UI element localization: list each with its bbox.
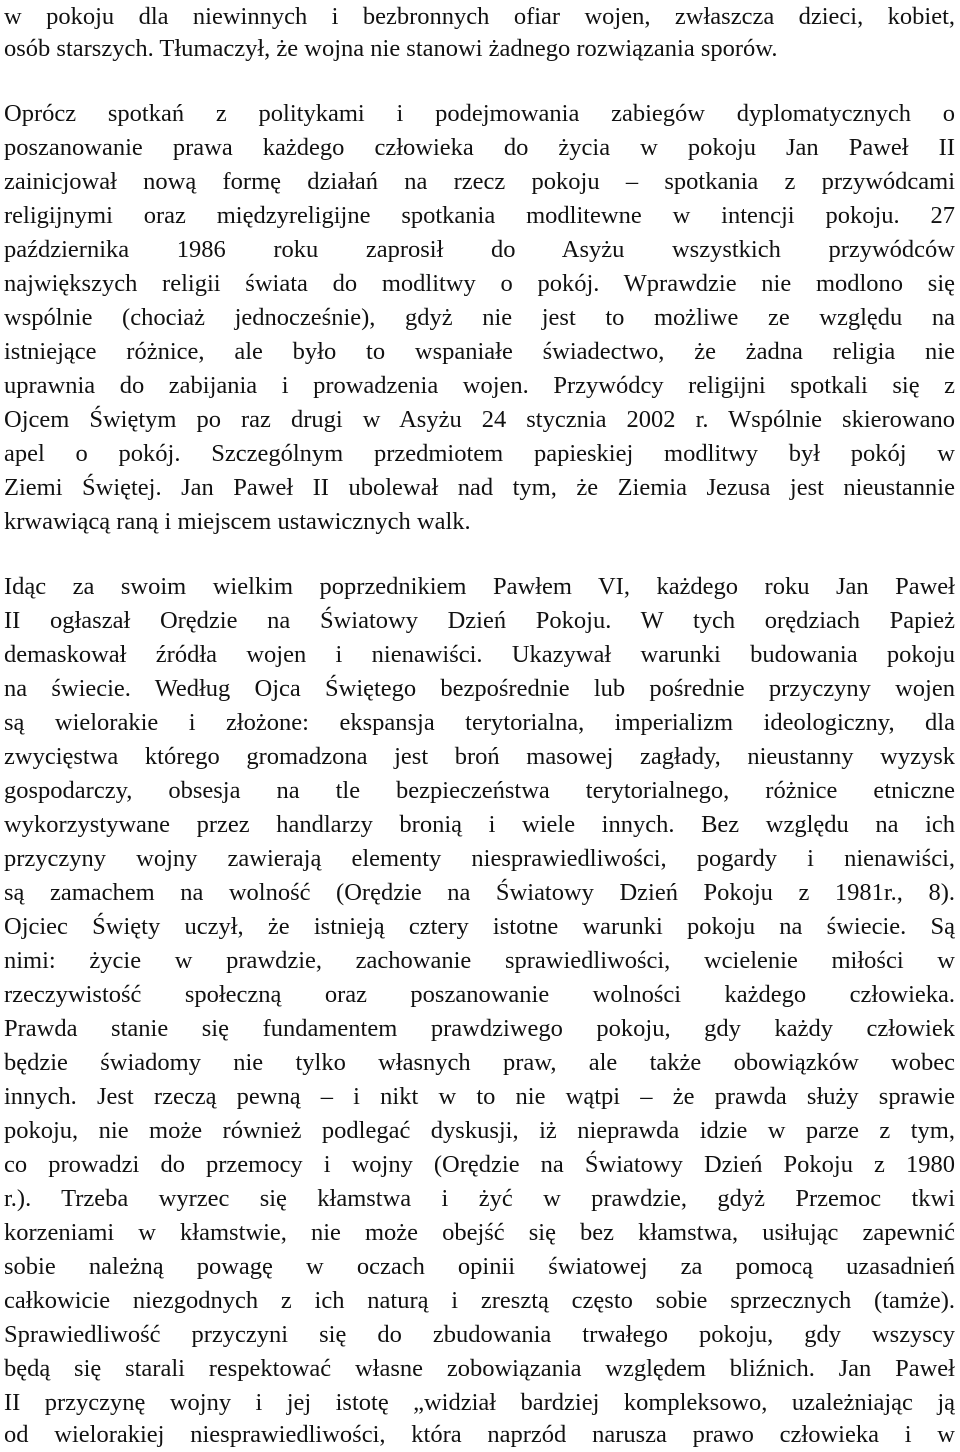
text-line: Sprawiedliwość przyczyni się do zbudowania trwałego pokoju, gdy wszyscy: [4, 1321, 955, 1348]
text-line: poszanowanie prawa każdego człowieka do życia w pokoju Jan Paweł II: [4, 134, 955, 161]
text-line: apel o pokój. Szczególnym przedmiotem papieskiej modlitwy był pokój w: [4, 440, 955, 467]
text-line: religijnymi oraz międzyreligijne spotkania modlitewne w intencji pokoju. 27: [4, 202, 955, 229]
text-line: osób starszych. Tłumaczył, że wojna nie stanowi żadnego rozwiązania sporów.: [4, 35, 778, 62]
text-line: zainicjował nową formę działań na rzecz pokoju – spotkania z przywódcami: [4, 168, 955, 195]
text-line: Ziemi Świętej. Jan Paweł II ubolewał nad tym, że Ziemia Jezusa jest nieustannie: [4, 474, 955, 501]
text-line: demaskował źródła wojen i nienawiści. Ukazywał warunki budowania pokoju: [4, 641, 955, 668]
text-line: Ojcem Świętym po raz drugi w Asyżu 24 stycznia 2002 r. Wspólnie skierowano: [4, 406, 955, 433]
text-line: sobie należną powagę w oczach opinii światowej za pomocą uzasadnień: [4, 1253, 955, 1280]
text-line: całkowicie niezgodnych z ich naturą i zresztą często sobie sprzecznych (tamże).: [4, 1287, 955, 1314]
text-line: przyczyny wojny zawierają elementy niesprawiedliwości, pogardy i nienawiści,: [4, 845, 955, 872]
text-line: nimi: życie w prawdzie, zachowanie sprawiedliwości, wcielenie miłości w: [4, 947, 955, 974]
text-line: są zamachem na wolność (Orędzie na Światowy Dzień Pokoju z 1981r., 8).: [4, 879, 955, 906]
text-line: krwawiącą raną i miejscem ustawicznych walk.: [4, 508, 471, 535]
text-line: Ojciec Święty uczył, że istnieją cztery istotne warunki pokoju na świecie. Są: [4, 913, 955, 940]
text-line: r.). Trzeba wyrzec się kłamstwa i żyć w prawdzie, gdyż Przemoc tkwi: [4, 1185, 955, 1212]
text-line: istniejące różnice, ale było to wspaniałe świadectwo, że żadna religia nie: [4, 338, 955, 365]
text-line: Oprócz spotkań z politykami i podejmowania zabiegów dyplomatycznych o: [4, 100, 955, 127]
text-line: uprawnia do zabijania i prowadzenia wojen. Przywódcy religijni spotkali się z: [4, 372, 955, 399]
text-line: zwycięstwa którego gromadzona jest broń masowej zagłady, nieustanny wyzysk: [4, 743, 955, 770]
text-line: II ogłaszał Orędzie na Światowy Dzień Pokoju. W tych orędziach Papież: [4, 607, 955, 634]
text-line: są wielorakie i złożone: ekspansja terytorialna, imperializm ideologiczny, dla: [4, 709, 955, 736]
text-line: będą się starali respektować własne zobowiązania względem bliźnich. Jan Paweł: [4, 1355, 955, 1382]
text-line: innych. Jest rzeczą pewną – i nikt w to nie wątpi – że prawda służy sprawie: [4, 1083, 955, 1110]
text-line: Prawda stanie się fundamentem prawdziwego pokoju, gdy każdy człowiek: [4, 1015, 955, 1042]
text-line: korzeniami w kłamstwie, nie może obejść się bez kłamstwa, usiłując zapewnić: [4, 1219, 955, 1246]
text-line: października 1986 roku zaprosił do Asyżu wszystkich przywódców: [4, 236, 955, 263]
text-line: wykorzystywane przez handlarzy bronią i wiele innych. Bez względu na ich: [4, 811, 955, 838]
text-line: rzeczywistość społeczną oraz poszanowanie wolności każdego człowieka.: [4, 981, 955, 1008]
text-line: gospodarczy, obsesja na tle bezpieczeństwa terytorialnego, różnice etniczne: [4, 777, 955, 804]
text-line: na świecie. Według Ojca Świętego bezpośrednie lub pośrednie przyczyny wojen: [4, 675, 955, 702]
text-line: II przyczynę wojny i jej istotę „widział bardziej kompleksowo, uzależniając ją: [4, 1389, 955, 1416]
text-line: co prowadzi do przemocy i wojny (Orędzie na Światowy Dzień Pokoju z 1980: [4, 1151, 955, 1178]
text-line: wspólnie (chociaż jednocześnie), gdyż nie jest to możliwe ze względu na: [4, 304, 955, 331]
text-line: największych religii świata do modlitwy o pokój. Wprawdzie nie modlono się: [4, 270, 955, 297]
text-line: będzie świadomy nie tylko własnych praw, ale także obowiązków wobec: [4, 1049, 955, 1076]
text-line: w pokoju dla niewinnych i bezbronnych ofiar wojen, zwłaszcza dzieci, kobiet,: [4, 3, 955, 30]
text-line: pokoju, nie może również podlegać dyskusji, iż nieprawda idzie w parze z tym,: [4, 1117, 955, 1144]
text-line: Idąc za swoim wielkim poprzednikiem Pawłem VI, każdego roku Jan Paweł: [4, 573, 955, 600]
text-line: od wielorakiej niesprawiedliwości, która naprzód narusza prawo człowieka i w: [4, 1421, 955, 1448]
